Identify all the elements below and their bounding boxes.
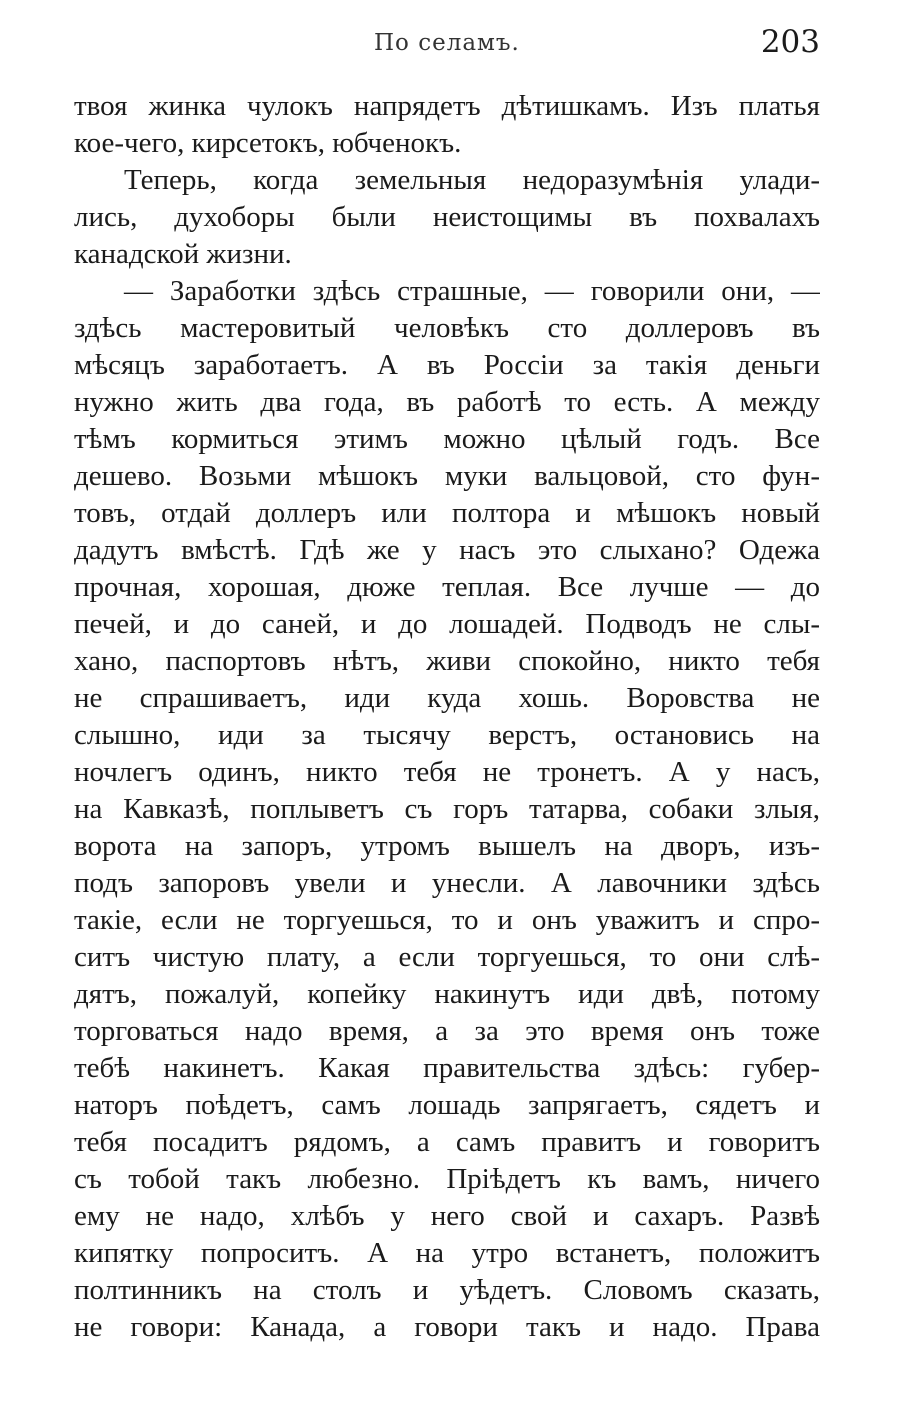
text-line: канадской жизни.: [74, 238, 292, 270]
text-line: здѣсь мастеровитый человѣкъ сто доллеровъ въ: [74, 312, 820, 344]
text-line: Теперь, когда земельныя недоразумѣнія улади-: [124, 164, 820, 196]
page-header: [0, 24, 910, 68]
text-line: наторъ поѣдетъ, самъ лошадь запрягаетъ, сядетъ и: [74, 1089, 820, 1121]
text-line: слышно, иди за тысячу верстъ, остановись на: [74, 719, 820, 751]
text-line: тебѣ накинетъ. Какая правительства здѣсь: губер-: [74, 1052, 820, 1084]
body-text: [74, 88, 820, 1346]
text-line: ночлегъ одинъ, никто тебя не тронетъ. А у насъ,: [74, 756, 820, 788]
text-line: кипятку попроситъ. А на утро встанетъ, положитъ: [74, 1237, 820, 1269]
text-line: печей, и до саней, и до лошадей. Подводъ не слы-: [74, 608, 820, 640]
text-line: ситъ чистую плату, а если торгуешься, то они слѣ-: [74, 941, 820, 973]
text-line: полтинникъ на столъ и уѣдетъ. Словомъ сказать,: [74, 1274, 820, 1306]
text-line: кое-чего, кирсетокъ, юбченокъ.: [74, 127, 462, 159]
text-line: тебя посадитъ рядомъ, а самъ правитъ и говоритъ: [74, 1126, 820, 1158]
text-line: лись, духоборы были неистощимы въ похвалахъ: [74, 201, 820, 233]
text-line: хано, паспортовъ нѣтъ, живи спокойно, никто тебя: [74, 645, 820, 677]
text-line: не спрашиваетъ, иди куда хошь. Воровства не: [74, 682, 820, 714]
page-number: 203: [760, 24, 820, 60]
text-line: дятъ, пожалуй, копейку накинутъ иди двѣ, потому: [74, 978, 820, 1010]
text-line: на Кавказѣ, поплыветъ съ горъ татарва, собаки злыя,: [74, 793, 820, 825]
text-line: ворота на запоръ, утромъ вышелъ на дворъ, изъ-: [74, 830, 820, 862]
text-line: торговаться надо время, а за это время онъ тоже: [74, 1015, 820, 1047]
text-line: дадутъ вмѣстѣ. Гдѣ же у насъ это слыхано? Одежа: [74, 534, 820, 566]
text-line: дешево. Возьми мѣшокъ муки вальцовой, сто фун-: [74, 460, 820, 492]
text-line: подъ запоровъ увели и унесли. А лавочники здѣсь: [74, 867, 820, 899]
text-line: — Заработки здѣсь страшные, — говорили они, —: [124, 275, 820, 307]
text-line: съ тобой такъ любезно. Пріѣдетъ къ вамъ, ничего: [74, 1163, 820, 1195]
text-line: твоя жинка чулокъ напрядетъ дѣтишкамъ. Изъ платья: [74, 90, 820, 122]
text-line: нужно жить два года, въ работѣ то есть. А между: [74, 386, 820, 418]
text-line: товъ, отдай доллеръ или полтора и мѣшокъ новый: [74, 497, 820, 529]
text-line: прочная, хорошая, дюже теплая. Все лучше — до: [74, 571, 820, 603]
text-line: не говори: Канада, а говори такъ и надо. Права: [74, 1311, 820, 1343]
text-line: ему не надо, хлѣбъ у него свой и сахаръ. Развѣ: [74, 1200, 820, 1232]
text-line: такіе, если не торгуешься, то и онъ уважитъ и спро-: [74, 904, 820, 936]
text-line: мѣсяцъ заработаетъ. А въ Россіи за такія деньги: [74, 349, 820, 381]
running-head: По селамъ.: [374, 30, 520, 56]
text-line: тѣмъ кормиться этимъ можно цѣлый годъ. Все: [74, 423, 820, 455]
